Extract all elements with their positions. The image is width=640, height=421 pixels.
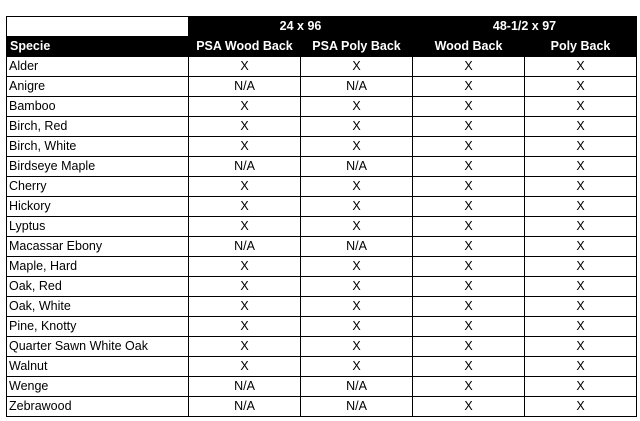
psa-poly-back-cell: X — [301, 357, 413, 377]
poly-back-cell: X — [525, 237, 637, 257]
poly-back-cell: X — [525, 117, 637, 137]
poly-back-cell: X — [525, 217, 637, 237]
poly-back-cell: X — [525, 357, 637, 377]
psa-wood-back-cell: N/A — [189, 237, 301, 257]
table-row — [7, 297, 637, 317]
wood-back-cell: X — [413, 217, 525, 237]
column-header-poly-back: Poly Back — [525, 37, 637, 57]
specie-name-cell: Alder — [7, 57, 189, 77]
psa-wood-back-cell: X — [189, 257, 301, 277]
table-row — [7, 397, 637, 417]
table-row — [7, 217, 637, 237]
psa-poly-back-cell: X — [301, 177, 413, 197]
species-table — [6, 16, 637, 417]
group-header-24x96: 24 x 96 — [189, 17, 413, 37]
table-row — [7, 177, 637, 197]
psa-wood-back-cell: X — [189, 297, 301, 317]
column-header-psa-poly-back: PSA Poly Back — [301, 37, 413, 57]
poly-back-cell: X — [525, 97, 637, 117]
poly-back-cell: X — [525, 77, 637, 97]
wood-back-cell: X — [413, 57, 525, 77]
wood-back-cell: X — [413, 297, 525, 317]
specie-name-cell: Zebrawood — [7, 397, 189, 417]
psa-wood-back-cell: X — [189, 337, 301, 357]
psa-wood-back-cell: X — [189, 177, 301, 197]
psa-wood-back-cell: X — [189, 57, 301, 77]
psa-poly-back-cell: N/A — [301, 377, 413, 397]
specie-name-cell: Maple, Hard — [7, 257, 189, 277]
psa-wood-back-cell: X — [189, 117, 301, 137]
wood-back-cell: X — [413, 357, 525, 377]
psa-poly-back-cell: X — [301, 277, 413, 297]
wood-back-cell: X — [413, 257, 525, 277]
table-row — [7, 277, 637, 297]
psa-wood-back-cell: N/A — [189, 157, 301, 177]
column-header-psa-wood-back: PSA Wood Back — [189, 37, 301, 57]
specie-name-cell: Birch, Red — [7, 117, 189, 137]
poly-back-cell: X — [525, 157, 637, 177]
table-row — [7, 197, 637, 217]
specie-name-cell: Pine, Knotty — [7, 317, 189, 337]
psa-poly-back-cell: X — [301, 337, 413, 357]
poly-back-cell: X — [525, 317, 637, 337]
psa-poly-back-cell: N/A — [301, 397, 413, 417]
wood-back-cell: X — [413, 177, 525, 197]
table-row — [7, 377, 637, 397]
specie-name-cell: Bamboo — [7, 97, 189, 117]
psa-wood-back-cell: X — [189, 97, 301, 117]
specie-name-cell: Walnut — [7, 357, 189, 377]
poly-back-cell: X — [525, 197, 637, 217]
poly-back-cell: X — [525, 177, 637, 197]
table-row — [7, 77, 637, 97]
column-header-specie: Specie — [7, 37, 189, 57]
wood-back-cell: X — [413, 157, 525, 177]
psa-wood-back-cell: X — [189, 317, 301, 337]
psa-poly-back-cell: N/A — [301, 77, 413, 97]
specie-name-cell: Birch, White — [7, 137, 189, 157]
psa-poly-back-cell: X — [301, 97, 413, 117]
psa-poly-back-cell: X — [301, 197, 413, 217]
specie-name-cell: Quarter Sawn White Oak — [7, 337, 189, 357]
group-header-row — [7, 17, 637, 37]
table-row — [7, 117, 637, 137]
wood-back-cell: X — [413, 397, 525, 417]
table-row — [7, 97, 637, 117]
psa-wood-back-cell: N/A — [189, 77, 301, 97]
psa-poly-back-cell: N/A — [301, 237, 413, 257]
psa-wood-back-cell: N/A — [189, 397, 301, 417]
table-row — [7, 237, 637, 257]
poly-back-cell: X — [525, 57, 637, 77]
table-body — [7, 57, 637, 417]
psa-poly-back-cell: X — [301, 317, 413, 337]
specie-name-cell: Oak, White — [7, 297, 189, 317]
table-row — [7, 257, 637, 277]
psa-poly-back-cell: X — [301, 217, 413, 237]
psa-poly-back-cell: X — [301, 257, 413, 277]
table-row — [7, 157, 637, 177]
psa-wood-back-cell: X — [189, 357, 301, 377]
specie-name-cell: Hickory — [7, 197, 189, 217]
psa-poly-back-cell: X — [301, 297, 413, 317]
table-row — [7, 357, 637, 377]
specie-name-cell: Macassar Ebony — [7, 237, 189, 257]
psa-poly-back-cell: N/A — [301, 157, 413, 177]
blank-corner-cell — [7, 17, 189, 37]
wood-back-cell: X — [413, 337, 525, 357]
psa-wood-back-cell: N/A — [189, 377, 301, 397]
psa-wood-back-cell: X — [189, 277, 301, 297]
poly-back-cell: X — [525, 257, 637, 277]
specie-name-cell: Oak, Red — [7, 277, 189, 297]
psa-wood-back-cell: X — [189, 137, 301, 157]
table-row — [7, 317, 637, 337]
specie-name-cell: Anigre — [7, 77, 189, 97]
poly-back-cell: X — [525, 337, 637, 357]
column-header-row — [7, 37, 637, 57]
wood-back-cell: X — [413, 317, 525, 337]
specie-name-cell: Wenge — [7, 377, 189, 397]
group-header-48x97: 48-1/2 x 97 — [413, 17, 637, 37]
specie-name-cell: Birdseye Maple — [7, 157, 189, 177]
poly-back-cell: X — [525, 297, 637, 317]
wood-back-cell: X — [413, 117, 525, 137]
poly-back-cell: X — [525, 397, 637, 417]
psa-poly-back-cell: X — [301, 57, 413, 77]
wood-back-cell: X — [413, 137, 525, 157]
wood-back-cell: X — [413, 197, 525, 217]
wood-back-cell: X — [413, 77, 525, 97]
wood-back-cell: X — [413, 377, 525, 397]
psa-poly-back-cell: X — [301, 137, 413, 157]
poly-back-cell: X — [525, 277, 637, 297]
specie-name-cell: Lyptus — [7, 217, 189, 237]
psa-poly-back-cell: X — [301, 117, 413, 137]
column-header-wood-back: Wood Back — [413, 37, 525, 57]
table-row — [7, 137, 637, 157]
wood-back-cell: X — [413, 97, 525, 117]
table-row — [7, 337, 637, 357]
psa-wood-back-cell: X — [189, 197, 301, 217]
poly-back-cell: X — [525, 377, 637, 397]
psa-wood-back-cell: X — [189, 217, 301, 237]
wood-back-cell: X — [413, 277, 525, 297]
wood-back-cell: X — [413, 237, 525, 257]
specie-name-cell: Cherry — [7, 177, 189, 197]
poly-back-cell: X — [525, 137, 637, 157]
table-row — [7, 57, 637, 77]
